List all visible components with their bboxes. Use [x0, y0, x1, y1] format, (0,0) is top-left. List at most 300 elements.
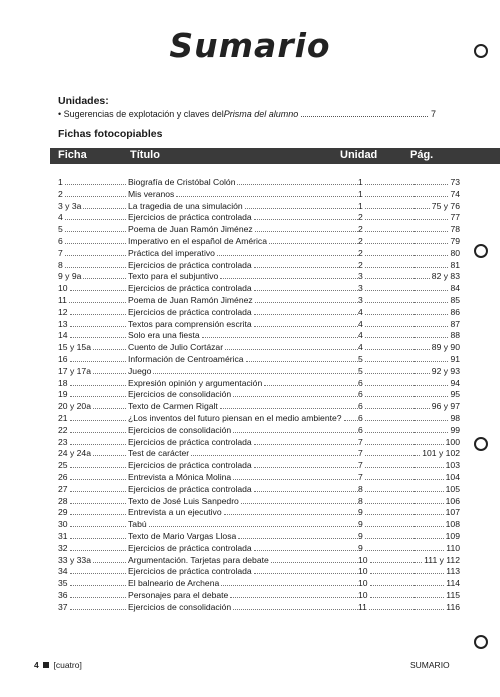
- leader-dots: [414, 589, 444, 598]
- leader-dots: [365, 247, 414, 256]
- leader-dots: [254, 436, 358, 445]
- bullet-prefix: • Sugerencias de explotación y claves del: [58, 109, 224, 119]
- ficha-value: 22: [58, 424, 68, 435]
- unidad-value: 3: [358, 283, 363, 294]
- table-row: [58, 589, 460, 601]
- table-row: [58, 565, 460, 577]
- unidad-value: 4: [358, 306, 363, 317]
- col-titulo: Título: [130, 149, 160, 161]
- pag-value: 110: [446, 542, 460, 553]
- pag-value: 101 y 102: [422, 448, 460, 459]
- footer-page-number: 4: [34, 660, 39, 670]
- pag-value: 74: [450, 188, 460, 199]
- table-row: [58, 471, 460, 483]
- leader-dots: [70, 483, 126, 492]
- leader-dots: [365, 282, 414, 291]
- table-header: [50, 148, 500, 164]
- leader-dots: [70, 329, 126, 338]
- leader-dots: [269, 235, 358, 244]
- leader-dots: [365, 211, 414, 220]
- leader-dots: [414, 565, 444, 574]
- unidad-value: 6: [358, 412, 363, 423]
- leader-dots: [70, 377, 126, 386]
- pag-value: 84: [450, 283, 460, 294]
- pag-value: 92 y 93: [431, 365, 460, 376]
- pag-value: 78: [450, 224, 460, 235]
- table-row: [58, 329, 460, 341]
- leader-dots: [365, 542, 414, 551]
- leader-dots: [414, 530, 444, 539]
- pag-value: 114: [446, 578, 460, 589]
- leader-dots: [365, 506, 414, 515]
- leader-dots: [241, 495, 358, 504]
- footer-page-word: [cuatro]: [53, 660, 82, 670]
- ficha-value: 29: [58, 507, 68, 518]
- leader-dots: [414, 176, 448, 185]
- leader-dots: [414, 247, 448, 256]
- leader-dots: [254, 565, 358, 574]
- ficha-value: 34: [58, 566, 68, 577]
- leader-dots: [70, 436, 126, 445]
- leader-dots: [93, 341, 126, 350]
- unidad-value: 6: [358, 401, 363, 412]
- table-row: [58, 270, 460, 282]
- unidad-value: 10: [358, 554, 368, 565]
- footer-section: SUMARIO: [410, 660, 450, 670]
- ficha-value: 14: [58, 330, 68, 341]
- titulo-value: Solo era una fiesta: [128, 330, 200, 341]
- titulo-value: Ejercicios de consolidación: [128, 389, 232, 400]
- ficha-value: 31: [58, 530, 68, 541]
- footer-square-icon: [43, 662, 49, 668]
- unidad-value: 9: [358, 530, 363, 541]
- leader-dots: [153, 365, 358, 374]
- unidad-value: 3: [358, 271, 363, 282]
- pag-value: 79: [450, 235, 460, 246]
- leader-dots: [70, 518, 126, 527]
- pag-value: 85: [450, 294, 460, 305]
- table-row: [58, 341, 460, 353]
- ficha-value: 3 y 3a: [58, 200, 82, 211]
- ficha-value: 2: [58, 188, 63, 199]
- leader-dots: [414, 259, 448, 268]
- table-row: [58, 518, 460, 530]
- pag-value: 75 y 76: [431, 200, 460, 211]
- bullet-italic: Prisma del alumno: [223, 109, 299, 119]
- leader-dots: [365, 200, 414, 209]
- leader-dots: [365, 471, 414, 480]
- unidad-value: 8: [358, 483, 363, 494]
- leader-dots: [221, 577, 358, 586]
- leader-dots: [365, 223, 414, 232]
- table-row: [58, 506, 460, 518]
- leader-dots: [70, 530, 126, 539]
- leader-dots: [414, 447, 420, 456]
- pag-value: 81: [450, 259, 460, 270]
- table-row: [58, 259, 460, 271]
- leader-dots: [365, 176, 414, 185]
- titulo-value: Test de carácter: [128, 448, 190, 459]
- pag-value: 106: [445, 495, 460, 506]
- unidad-value: 9: [358, 542, 363, 553]
- leader-dots: [70, 459, 126, 468]
- leader-dots: [414, 542, 444, 551]
- leader-dots: [365, 188, 414, 197]
- leader-dots: [414, 400, 430, 409]
- ficha-value: 7: [58, 247, 63, 258]
- pag-value: 113: [446, 566, 460, 577]
- unidad-value: 5: [358, 365, 363, 376]
- leader-dots: [70, 424, 126, 433]
- leader-dots: [254, 259, 358, 268]
- leader-dots: [414, 211, 448, 220]
- leader-dots: [365, 377, 414, 386]
- pag-value: 100: [445, 436, 460, 447]
- leader-dots: [233, 601, 358, 610]
- leader-dots: [254, 459, 358, 468]
- titulo-value: ¿Los inventos del futuro piensan en el medio ambiente?: [128, 412, 342, 423]
- leader-dots: [414, 294, 448, 303]
- leader-dots: [365, 318, 414, 327]
- fichas-heading: Fichas fotocopiables: [58, 128, 163, 140]
- unidad-value: 11: [358, 601, 367, 612]
- leader-dots: [414, 471, 444, 480]
- leader-dots: [414, 518, 444, 527]
- table-row: [58, 601, 460, 613]
- leader-dots: [365, 270, 414, 279]
- table-row: [58, 188, 460, 200]
- ficha-value: 15 y 15a: [58, 342, 91, 353]
- unidad-cell: [358, 601, 414, 614]
- leader-dots: [69, 294, 126, 303]
- leader-dots: [202, 329, 358, 338]
- leader-dots: [191, 447, 358, 456]
- unidad-value: 10: [358, 566, 368, 577]
- unidad-value: 9: [358, 507, 363, 518]
- unidad-value: 10: [358, 589, 368, 600]
- leader-dots: [70, 601, 126, 610]
- col-unidad: Unidad: [340, 149, 378, 161]
- leader-dots: [70, 542, 126, 551]
- unidad-value: 7: [358, 436, 363, 447]
- pag-value: 104: [445, 471, 460, 482]
- titulo-value: Ejercicios de práctica controlada: [128, 566, 252, 577]
- bullet-page: 7: [430, 109, 436, 119]
- leader-dots: [224, 506, 358, 515]
- leader-dots: [233, 424, 358, 433]
- titulo-value: Textos para comprensión escrita: [128, 318, 252, 329]
- leader-dots: [365, 447, 414, 456]
- pag-value: 111 y 112: [424, 554, 460, 565]
- ficha-value: 18: [58, 377, 68, 388]
- leader-dots: [70, 353, 126, 362]
- unidad-value: 6: [358, 389, 363, 400]
- ficha-value: 19: [58, 389, 68, 400]
- leader-dots: [414, 577, 444, 586]
- ficha-value: 6: [58, 235, 63, 246]
- ficha-value: 5: [58, 224, 63, 235]
- pag-value: 94: [450, 377, 460, 388]
- table-row: [58, 365, 460, 377]
- pag-value: 108: [445, 519, 460, 530]
- leader-dots: [254, 483, 358, 492]
- titulo-value: Entrevista a un ejecutivo: [128, 507, 222, 518]
- table-row: [58, 353, 460, 365]
- leader-dots: [83, 270, 126, 279]
- table-row: [58, 176, 460, 188]
- leader-dots: [414, 554, 422, 563]
- unidad-value: 7: [358, 471, 363, 482]
- leader-dots: [414, 377, 448, 386]
- leader-dots: [365, 424, 414, 433]
- col-pag: Pág.: [410, 149, 434, 161]
- leader-dots: [414, 318, 448, 327]
- leader-dots: [414, 436, 444, 445]
- leader-dots: [344, 412, 358, 421]
- leader-dots: [254, 282, 358, 291]
- leader-dots: [365, 436, 414, 445]
- leader-dots: [365, 518, 414, 527]
- unidad-value: 8: [358, 495, 363, 506]
- footer-left: [34, 660, 82, 670]
- titulo-value: Poema de Juan Ramón Jiménez: [128, 224, 253, 235]
- leader-dots: [414, 506, 444, 515]
- leader-dots: [370, 577, 414, 586]
- leader-dots: [233, 388, 358, 397]
- leader-dots: [365, 259, 414, 268]
- leader-dots: [271, 554, 358, 563]
- titulo-value: Juego: [128, 365, 152, 376]
- leader-dots: [70, 589, 126, 598]
- titulo-value: Argumentación. Tarjetas para debate: [128, 554, 269, 565]
- unidad-value: 4: [358, 342, 363, 353]
- leader-dots: [93, 365, 126, 374]
- titulo-cell: [128, 601, 358, 614]
- unidades-heading: Unidades:: [58, 95, 109, 107]
- leader-dots: [365, 412, 414, 421]
- leader-dots: [93, 554, 126, 563]
- table-row: [58, 306, 460, 318]
- titulo-value: La tragedia de una simulación: [128, 200, 243, 211]
- unidad-value: 6: [358, 424, 363, 435]
- titulo-value: Ejercicios de práctica controlada: [128, 460, 252, 471]
- ficha-value: 4: [58, 212, 63, 223]
- ficha-value: 24 y 24a: [58, 448, 91, 459]
- leader-dots: [70, 565, 126, 574]
- binder-hole-icon: [474, 244, 488, 258]
- leader-dots: [217, 247, 358, 256]
- pag-value: 115: [446, 589, 460, 600]
- ficha-value: 9 y 9a: [58, 271, 82, 282]
- table-row: [58, 211, 460, 223]
- leader-dots: [65, 247, 126, 256]
- table-row: [58, 483, 460, 495]
- titulo-value: Ejercicios de práctica controlada: [128, 259, 252, 270]
- pag-value: 103: [445, 460, 460, 471]
- ficha-value: 16: [58, 353, 68, 364]
- leader-dots: [65, 188, 126, 197]
- table-row: [58, 200, 460, 212]
- ficha-value: 33 y 33a: [58, 554, 91, 565]
- unidad-value: 2: [358, 224, 363, 235]
- unidad-value: 9: [358, 519, 363, 530]
- titulo-value: Mis veranos: [128, 188, 175, 199]
- titulo-value: Imperativo en el español de América: [128, 235, 268, 246]
- leader-dots: [365, 459, 414, 468]
- ficha-value: 20 y 20a: [58, 401, 91, 412]
- leader-dots: [245, 200, 358, 209]
- leader-dots: [70, 495, 126, 504]
- table-row: [58, 282, 460, 294]
- pag-value: 96 y 97: [431, 401, 460, 412]
- ficha-value: 32: [58, 542, 68, 553]
- leader-dots: [414, 341, 430, 350]
- leader-dots: [70, 412, 126, 421]
- titulo-value: Biografía de Cristóbal Colón: [128, 177, 236, 187]
- titulo-value: Texto de Mario Vargas Llosa: [128, 530, 237, 541]
- ficha-value: 30: [58, 519, 68, 530]
- binder-hole-icon: [474, 635, 488, 649]
- leader-dots: [70, 282, 126, 291]
- pag-value: 95: [450, 389, 460, 400]
- leader-dots: [70, 306, 126, 315]
- leader-dots: [370, 589, 414, 598]
- leader-dots: [369, 601, 414, 610]
- leader-dots: [65, 259, 126, 268]
- leader-dots: [255, 294, 358, 303]
- leader-dots: [65, 211, 126, 220]
- table-row: [58, 554, 460, 566]
- leader-dots: [225, 341, 358, 350]
- titulo-value: Expresión opinión y argumentación: [128, 377, 263, 388]
- titulo-value: Texto para el subjuntivo: [128, 271, 219, 282]
- titulo-value: Ejercicios de práctica controlada: [128, 483, 252, 494]
- leader-dots: [70, 471, 126, 480]
- leader-dots: [365, 341, 414, 350]
- leader-dots: [414, 306, 448, 315]
- table-row: [58, 318, 460, 330]
- leader-dots: [414, 223, 448, 232]
- ficha-value: 21: [58, 412, 68, 423]
- titulo-value: Ejercicios de consolidación: [128, 601, 232, 612]
- unidades-bullet: [58, 109, 436, 119]
- titulo-value: Tabú: [128, 519, 147, 530]
- leader-dots: [220, 270, 358, 279]
- table-row: [58, 495, 460, 507]
- table-row: [58, 542, 460, 554]
- titulo-value: Ejercicios de práctica controlada: [128, 283, 252, 294]
- titulo-value: Información de Centroamérica: [128, 353, 244, 364]
- pag-value: 87: [450, 318, 460, 329]
- leader-dots: [414, 353, 448, 362]
- titulo-value: Ejercicios de práctica controlada: [128, 436, 252, 447]
- unidad-value: 5: [358, 353, 363, 364]
- table-row: [58, 436, 460, 448]
- leader-dots: [230, 589, 358, 598]
- ficha-value: 36: [58, 589, 68, 600]
- titulo-value: Texto de José Luis Sanpedro: [128, 495, 239, 506]
- pag-value: 107: [445, 507, 460, 518]
- table-row: [58, 459, 460, 471]
- leader-dots: [414, 495, 444, 504]
- ficha-value: 10: [58, 283, 68, 294]
- ficha-value: 11: [58, 294, 67, 305]
- leader-dots: [414, 424, 448, 433]
- pag-value: 82 y 83: [431, 271, 460, 282]
- unidad-value: 3: [358, 294, 363, 305]
- ficha-value: 25: [58, 460, 68, 471]
- leader-dots: [93, 400, 126, 409]
- pag-cell: [414, 601, 460, 614]
- leader-dots: [70, 388, 126, 397]
- unidad-value: 6: [358, 377, 363, 388]
- leader-dots: [414, 270, 430, 279]
- binder-hole-icon: [474, 437, 488, 451]
- leader-dots: [70, 506, 126, 515]
- col-ficha: Ficha: [58, 149, 87, 161]
- leader-dots: [414, 365, 430, 374]
- leader-dots: [237, 176, 358, 185]
- table-row: [58, 223, 460, 235]
- table-row: [58, 294, 460, 306]
- titulo-value: Ejercicios de práctica controlada: [128, 306, 252, 317]
- leader-dots: [233, 471, 358, 480]
- leader-dots: [365, 483, 414, 492]
- titulo-value: Ejercicios de consolidación: [128, 424, 232, 435]
- leader-dots: [414, 282, 448, 291]
- leader-dots: [365, 530, 414, 539]
- bullet-leader: [301, 109, 428, 117]
- titulo-value: El balneario de Archena: [128, 578, 220, 589]
- leader-dots: [365, 400, 414, 409]
- table-row: [58, 235, 460, 247]
- ficha-value: 28: [58, 495, 68, 506]
- table-row: [58, 424, 460, 436]
- ficha-value: 27: [58, 483, 68, 494]
- unidad-value: 4: [358, 330, 363, 341]
- page-title: Sumario: [169, 26, 331, 65]
- leader-dots: [365, 235, 414, 244]
- binder-hole-icon: [474, 44, 488, 58]
- ficha-value: 1: [58, 177, 63, 187]
- leader-dots: [93, 447, 126, 456]
- leader-dots: [65, 235, 126, 244]
- leader-dots: [65, 176, 126, 185]
- unidad-value: 7: [358, 460, 363, 471]
- leader-dots: [370, 554, 414, 563]
- leader-dots: [254, 211, 358, 220]
- ficha-value: 37: [58, 601, 68, 612]
- unidad-value: 4: [358, 318, 363, 329]
- leader-dots: [70, 318, 126, 327]
- titulo-value: Cuento de Julio Cortázar: [128, 342, 224, 353]
- table-row: [58, 400, 460, 412]
- leader-dots: [365, 306, 414, 315]
- leader-dots: [414, 483, 444, 492]
- leader-dots: [255, 223, 358, 232]
- pag-value: 88: [450, 330, 460, 341]
- table-row: [58, 530, 460, 542]
- leader-dots: [370, 565, 414, 574]
- leader-dots: [365, 353, 414, 362]
- table-row: [58, 412, 460, 424]
- ficha-value: 8: [58, 259, 63, 270]
- ficha-value: 35: [58, 578, 68, 589]
- leader-dots: [414, 235, 448, 244]
- pag-value: 73: [450, 177, 460, 187]
- unidad-value: 10: [358, 578, 368, 589]
- leader-dots: [254, 318, 358, 327]
